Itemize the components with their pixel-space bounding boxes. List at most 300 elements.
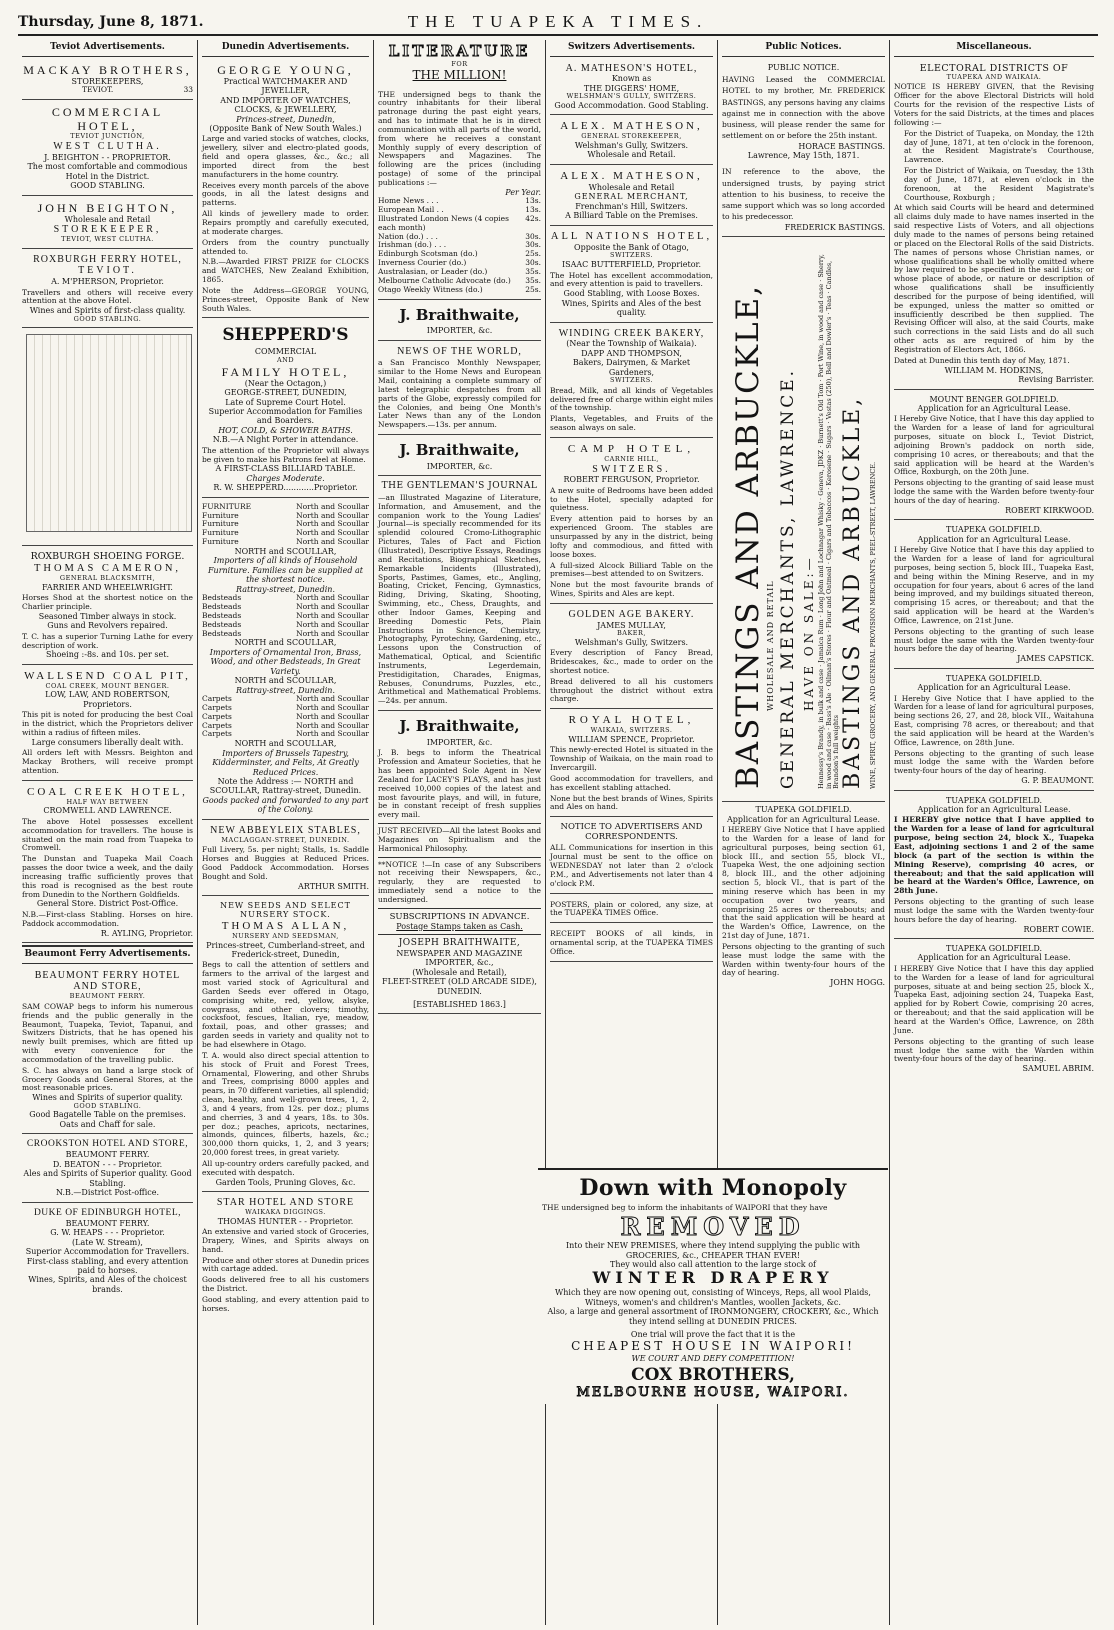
ad-duke-of-edinburgh-hotel: [22, 1205, 193, 1299]
list-item: Carpets North and Scoullar: [202, 720, 369, 730]
list-item: FURNITURE North and Scoullar: [202, 501, 369, 511]
ad-title: ROXBURGH FERRY HOTEL,: [33, 253, 182, 265]
ad-winding-creek-bakery: [550, 325, 713, 438]
ad-extra: Good Stabling, with Loose Boxes.: [563, 289, 700, 299]
ad-sub: Wholesale and Retail: [588, 182, 675, 192]
column-miscellaneous: [890, 40, 1098, 1625]
notice-signature: ROBERT KIRKWOOD.: [1005, 505, 1094, 515]
ad-sub: BEAUMONT FERRY.: [69, 992, 146, 1001]
ad-place: THE DIGGERS' HOME,: [583, 83, 680, 93]
bastings-arbuckle-ad: [722, 241, 885, 802]
list-item: Bedsteads North and Scoullar: [202, 602, 369, 612]
ad-place: GENERAL BLACKSMITH,: [59, 574, 156, 582]
ad-place: SWITZERS.: [592, 463, 671, 475]
notice-text: Persons objecting to the granting of such lease must lodge the same with the Warden within twenty-four hours of the day of hearing.: [894, 1036, 1094, 1064]
ad-text: Superior Accommodation for Travellers.: [25, 1247, 190, 1257]
ad-title: J. Braithwaite,: [399, 305, 520, 324]
ad-proprietor: Welshman's Gully, Switzers.: [574, 637, 689, 647]
ad-note: Goods packed and forwarded to any part of the Colony.: [202, 795, 369, 815]
ad-extra: Wines and Spirits of first-class quality.: [29, 306, 186, 316]
ad-title: JOHN BEIGHTON,: [37, 200, 178, 215]
ad-proprietor: A. M'PHERSON, Proprietor.: [51, 277, 164, 287]
ad-note: Note the Address :— NORTH and SCOULLAR, Rattray-street, Dunedin.: [209, 777, 362, 796]
ad-text: A new suite of Bedrooms have been added to the Hotel, specially adapted for quietness.: [550, 485, 713, 513]
ad-text: This pit is noted for producing the best Coal in the district, which the Proprietors deliver within a radius of fifteen miles.: [22, 710, 193, 737]
notice-sub: Application for an Agricultural Lease.: [917, 403, 1071, 413]
ad-proprietor: FARRIER AND WHEELWRIGHT.: [42, 582, 173, 592]
ad-title: CAMP HOTEL,: [567, 442, 696, 455]
notice-text: I Hereby Give Notice, that I have this day applied to the Warden for a lease of land for agricultural purposes, situate on block I., Teviot District, adjoining Brown's paddock on north side, comprising 10 acres, or thereabouts; and that the said application will be heard at the Warden's Office, Roxburgh, on the 20th June.: [894, 414, 1094, 477]
ad-text: Also, a large and general assortment of IRONMONGERY, CROCKERY, &c., Which they intend selling at DUNEDIN PRICES.: [547, 1307, 879, 1326]
notice-sub: Application for an Agricultural Lease.: [917, 805, 1071, 815]
notice-text: NOTICE IS HEREBY GIVEN, that the Revising Officer for the above Electoral Districts will hold Courts for the revision of the respective Lists of Voters for the said Districts, at the times and places following :—: [894, 82, 1094, 127]
ad-text: Bread, Milk, and all kinds of Vegetables delivered free of charge within eight miles of the township.: [550, 385, 713, 413]
ad-title: MACKAY BROTHERS,: [23, 62, 192, 77]
ad-place: DAPP AND THOMPSON,: [581, 348, 682, 358]
ad-gentlemans-journal: [378, 478, 541, 711]
ad-text: Importers of all kinds of Household Furniture. Families can be supplied at the shortest notice.: [207, 556, 363, 585]
ad-have-on-sale: HAVE ON SALE:—: [802, 555, 816, 712]
ad-proprietor: TEVIOT, WEST CLUTHA.: [61, 234, 154, 243]
lease-abrim: [894, 941, 1094, 1078]
ad-address: Rattray-street, Dunedin.: [236, 584, 335, 594]
notice-title: ELECTORAL DISTRICTS OF: [919, 62, 1069, 74]
column-literature: [374, 40, 546, 1625]
notice-title: TUAPEKA GOLDFIELD.: [945, 944, 1042, 954]
ad-extra: All orders left with Messrs. Beighton and Mackay Brothers, will receive prompt attention.: [22, 748, 193, 775]
ad-extra: A full-sized Alcock Billiard Table on the premises—best attended to on Switzers.: [550, 560, 713, 579]
ad-matheson-hotel: [550, 60, 713, 116]
ad-receipt-books: [550, 925, 713, 962]
ad-sub: Known as: [611, 74, 652, 84]
ad-text: Into their NEW PREMISES, where they intend supplying the public with GROCERIES, &c., CHEAPER THAN EVER!: [565, 1241, 861, 1260]
ad-title: WALLSEND COAL PIT,: [24, 669, 191, 682]
ad-proprietor: R. AYLING, Proprietor.: [100, 928, 193, 938]
ad-title: NEWS OF THE WORLD,: [397, 345, 522, 357]
ad-george-young: [202, 60, 369, 319]
ad-extra: N.B.—District Post-office.: [55, 1188, 160, 1198]
ad-text: Receives every month parcels of the above goods, in all the latest designs and patterns.: [202, 180, 369, 208]
ad-removed: REMOVED: [620, 1211, 806, 1241]
ad-proprietor: Bakers, Dairymen, & Market Gardeners,: [572, 358, 691, 377]
ad-proprietor: D. BEATON - - - Proprietor.: [52, 1159, 163, 1169]
list-item: Furniture North and Scoullar: [202, 519, 369, 529]
ad-extra: Large consumers liberally dealt with.: [31, 737, 184, 747]
public-notice: [722, 60, 885, 238]
rotated-text-block: [26, 334, 192, 532]
ad-text: POSTERS, plain or colored, any size, at the TUAPEKA TIMES Office.: [550, 899, 713, 918]
ad-text: This newly-erected Hotel is situated in the Township of Waikaia, on the main road to Invercargill.: [550, 745, 713, 773]
ad-name: NORTH and SCOULLAR,: [234, 547, 337, 556]
ad-title: COAL CREEK HOTEL,: [27, 785, 188, 798]
ad-matheson-storekeeper: [550, 117, 713, 165]
ad-news-of-the-world: [378, 343, 541, 436]
notice-text: Persons objecting to the granting of such lease must lodge the same with the Warden twenty-four hours before the day of hearing.: [894, 626, 1094, 654]
ad-title: SHEPPERD'S: [222, 325, 349, 346]
ad-extra: General Store. District Post-Office.: [36, 899, 179, 909]
ad-title: ALL NATIONS HOTEL,: [550, 230, 713, 242]
list-item: Carpets North and Scoullar: [202, 729, 369, 739]
ad-camp-hotel: [550, 440, 713, 604]
ad-text: Begs to call the attention of settlers and farmers to the arrival of the largest and most varied stock of Agricultural and Garden Seeds ever offered in Otago, comprising white, red, yellow, alsyke, cowgrass, and other clovers; timothy, cocksfoot, fescues, Italian, rye, meadow, foxtail, poas, and other grasses; and garden seeds in variety and quality not to be had elsewhere in Otago.: [202, 960, 369, 1049]
ad-address: Princes-street, Dunedin,: [236, 114, 335, 124]
ad-mackay: [22, 60, 193, 100]
ad-extra: GOOD STABLING.: [73, 1101, 142, 1110]
list-item: Otago Weekly Witness (do.) 25s.: [378, 284, 541, 294]
lease-capstick: [894, 522, 1094, 668]
ad-title: DUKE OF EDINBURGH HOTEL,: [33, 1207, 182, 1218]
ad-place: CROMWELL AND LAWRENCE.: [43, 806, 172, 816]
ad-city: DUNEDIN.: [437, 986, 482, 996]
ad-sub: MACLAGGAN-STREET, DUNEDIN.: [221, 835, 350, 844]
ad-text: HOT, COLD, & SHOWER BATHS.: [218, 425, 353, 435]
list-item: Bedsteads North and Scoullar: [202, 619, 369, 629]
list-item: Bedsteads North and Scoullar: [202, 628, 369, 638]
ad-name: THOMAS ALLAN,: [221, 919, 350, 932]
notice-signature: HORACE BASTINGS.: [798, 141, 885, 151]
lease-kirkwood: [894, 392, 1094, 521]
ad-john-beighton: [22, 198, 193, 249]
ad-place: BAKER,: [616, 629, 647, 638]
ad-text: Charges Moderate.: [246, 473, 325, 483]
ad-text: J. B. begs to inform the Theatrical Profession and Amateur Societies, that he has been appointed Sole Agent in New Zealand for LACEY'S PLAYS, and has just received 10,000 copies of the latest and most favourite plays, and will, in future, be in constant receipt of fresh supplies every mail.: [378, 748, 541, 820]
ad-note: Note the Address—GEORGE YOUNG, Princes-street, Opposite Bank of New South Wales.: [202, 285, 369, 313]
ad-cheapest: CHEAPEST HOUSE IN WAIPORI!: [571, 1339, 855, 1354]
notice-text: HAVING Leased the COMMERCIAL HOTEL to my brother, Mr. FREDERICK BASTINGS, any persons having any claims against me in connection with the above business, will please render the same for settlement on or before the 25th instant.: [722, 75, 885, 141]
notice-sub: Application for an Agricultural Lease.: [917, 683, 1071, 693]
ad-text: All kinds of jewellery made to order. Repairs promptly and carefully executed, at moderate charges.: [202, 209, 369, 236]
ad-text: Orders from the country punctually attended to.: [202, 237, 369, 256]
ad-title: LITERATURE: [388, 42, 531, 60]
notice-text: Persons objecting to the granting of such lease must lodge the same with the Warden within twenty-four hours of the day of hearing.: [722, 941, 885, 978]
ad-proprietor: ARTHUR SMITH.: [298, 881, 369, 891]
ad-notice-to-advertisers: [550, 819, 713, 893]
ad-title: ALEX. MATHESON,: [560, 169, 703, 182]
ad-text: Good Accommodation. Good Stabling.: [554, 100, 709, 110]
ad-sub: IMPORTER, &c.: [426, 737, 493, 747]
ad-sub: COAL CREEK, MOUNT BENGER.: [45, 681, 170, 690]
ad-sub: TEVIOT.: [78, 265, 137, 277]
ad-items-vertical: Hennessy's Brandy, in bulk and case · Jamaica Rum · Long John and Lochnagar Whisky · Geneva, JDKZ · Burnett's Old Tom · Port Wine, in wood and case · Sherry, in wood and case · Bass's Ale · Oilman's Stores · Flour and Oatmeal · Cigars and Tobaccos · Kerosene · Sugars · Vestas (250), Bell and Dowler's · Teas · Candles, Brandon's full weights: [817, 254, 841, 790]
ad-star-hotel: [202, 1194, 369, 1317]
notice-title: TUAPEKA GOLDFIELD.: [945, 673, 1042, 683]
ad-sub-vertical: WINE, SPIRIT, GROCERY, AND GENERAL PROVISION MERCHANTS, PEEL-STREET, LAWRENCE.: [869, 462, 877, 790]
notice-title: MOUNT BENGER GOLDFIELD.: [929, 394, 1059, 404]
ad-literature: [378, 40, 541, 300]
ad-extra: Shoeing :-8s. and 10s. per set.: [45, 650, 169, 660]
ad-text: Every description of Fancy Bread, Bridescakes, &c., made to order on the shortest notice.: [550, 648, 713, 675]
ad-down-with-monopoly: [538, 1168, 888, 1404]
ad-text: An extensive and varied stock of Groceries, Drapery, Wines, and Spirits always on hand.: [202, 1226, 369, 1254]
ad-subscriptions: SUBSCRIPTIONS IN ADVANCE.: [389, 911, 530, 922]
ad-million: THE MILLION!: [412, 68, 507, 83]
ad-text: A Billiard Table on the Premises.: [565, 211, 698, 221]
notice-title: TUAPEKA GOLDFIELD.: [945, 795, 1042, 805]
ad-title-vertical: BASTINGS AND ARBUCKLE,: [840, 395, 865, 790]
ad-proprietor: WELSHMAN'S GULLY, SWITZERS.: [566, 92, 697, 101]
ad-text: Importers of Brussels Tapestry, Kidderminster, and Felts, At Greatly Reduced Prices.: [212, 748, 359, 777]
ad-text: N.B.—A Night Porter in attendance.: [212, 435, 359, 445]
ad-text: —an Illustrated Magazine of Literature, Information, and Amusement, and the companion work to the Young Ladies' Journal—is specially recommended for its splendid coloured Cromo-Lithographic Pictures, Tales of Fact and Fiction (Illustrated), Descriptive Essays, Readings and Recitations, Biographical Sketches, Remarkable Incidents (Illustrated), Sports, Pastimes, Games, etc., Angling, Boating, Cricket, Fencing, Gymnastics, Riding, Driving, Skating, Shooting, Swimming, etc., Chess, Draughts, and other Indoor Games, Keeping and Breeding Domestic Pets, Plain Instructions in Science, Chemistry, Photography, Pyrotechny, Gardening, etc., Lessons upon the Construction of Mathematical, Optical, and Scientific Instruments, Legerdemain, Prestidigitation, Charades, Enigmas, Rebuses, Conundrums, Puzzles, etc., Arithmetical and Mathematical Problems.—24s. per annum.: [378, 492, 541, 706]
ad-place: LOW, LAW, AND ROBERTSON,: [45, 690, 170, 700]
ad-text: N.B.—Awarded FIRST PRIZE for CLOCKS and WATCHES, New Zealand Exhibition, 1865.: [202, 257, 369, 285]
ad-title: CROOKSTON HOTEL AND STORE,: [26, 1139, 189, 1150]
ad-extra: SWITZERS.: [610, 376, 653, 385]
ad-text: Wholesale and Retail.: [587, 150, 676, 160]
ad-intro: THE undersigned begs to thank the country inhabitants for their liberal patronage during the past eight years, and has to intimate that he is in direct communication with all parts of the world, from where he receives a constant Monthly supply of every description of Newspapers and Magazines. The following are the prices (including postage) of some of the principal publications :—: [378, 89, 541, 187]
price-header: Per Year.: [505, 187, 541, 197]
ad-name: NORTH and SCOULLAR,: [234, 638, 337, 648]
ad-royal-hotel: [550, 711, 713, 817]
column-teviot: [18, 40, 198, 1625]
ad-address: (Near the Octagon,): [244, 378, 327, 388]
ad-roxburgh-ferry-hotel: [22, 251, 193, 329]
ad-text: Which they are now opening out, consisting of Winceys, Reps, all wool Plaids, Witneys, women's and children's Mantles, woollen Jackets, &c.: [555, 1288, 871, 1307]
notice-signature: FREDERICK BASTINGS.: [784, 222, 885, 232]
ad-melbourne-house: MELBOURNE HOUSE, WAIPORI.: [576, 1385, 850, 1401]
ad-sub: WAIKAIA, SWITZERS.: [590, 726, 673, 735]
ad-braithwaite-3: [378, 713, 541, 1014]
ad-sub: GENERAL STOREKEEPER,: [581, 132, 682, 141]
ad-extra: None but the most favourite brands of Wines, Spirits and Ales are kept.: [550, 580, 713, 599]
notice-date: Lawrence, May 15th, 1871.: [747, 150, 860, 160]
ad-text: Travellers and others will receive every attention at the above Hotel.: [22, 287, 193, 306]
ad-extra: Guns and Revolvers repaired.: [47, 621, 168, 631]
ad-all-nations-hotel: [550, 228, 713, 323]
ad-place: GENERAL MERCHANT,: [574, 192, 689, 202]
column-header: Public Notices.: [722, 40, 885, 57]
ad-proprietor: Proprietors.: [83, 699, 132, 709]
ad-address: Princes-street, Cumberland-street, and Frederick-street, Dunedin,: [206, 940, 365, 959]
ad-text: ALL Communications for insertion in this Journal must be sent to the office on WEDNESDAY not later than 2 o'clock P.M., and Advertisements not later than 4 o'clock P.M.: [550, 843, 713, 888]
ad-extra: None but the best brands of Wines, Spirits and Ales on hand.: [550, 793, 713, 812]
ad-title: ROXBURGH SHOEING FORGE.: [30, 551, 185, 563]
ad-sub: Practical WATCHMAKER AND JEWELLER,: [223, 76, 348, 96]
list-item: Irishman (do.) . . . 30s.: [378, 240, 541, 250]
ad-extra: T. C. has a superior Turning Lathe for every description of work.: [22, 631, 193, 650]
ad-place: Welshman's Gully, Switzers.: [574, 141, 689, 150]
notice-signature: JOHN HOGG.: [830, 978, 885, 988]
notice-signature: ROBERT COWIE.: [1023, 924, 1094, 934]
price-list: [378, 197, 541, 294]
issue-date: Thursday, June 8, 1871.: [18, 14, 204, 30]
ad-text: The above Hotel possesses excellent accommodation for travellers. The house is situated on the main road from Tuapeka to Cromwell.: [22, 816, 193, 853]
ad-title: BEAUMONT FERRY HOTEL AND STORE,: [34, 969, 181, 993]
ad-text: JUST RECEIVED—All the latest Books and Magazines on Spiritualism and the Harmonical Philosophy.: [378, 826, 541, 853]
column-header: Switzers Advertisements.: [550, 40, 713, 57]
masthead: [18, 8, 1098, 36]
list-item: Inverness Courier (do.) 30s.: [378, 258, 541, 268]
ad-text: The Hotel has excellent accommodation, and every attention is paid to travellers.: [550, 270, 713, 289]
ad-title: THE GENTLEMAN'S JOURNAL: [381, 481, 538, 492]
ad-text: Ales and Spirits of Superior quality. Good Stabling.: [23, 1169, 192, 1188]
ad-commercial-hotel: [22, 102, 193, 196]
ad-intro: THE undersigned beg to inform the inhabitants of WAIPORI that they have: [542, 1202, 828, 1212]
ad-text: Large and varied stocks of watches, clocks, jewellery, silver and electro-plated goods, field and opera glasses, &c., &c.; all imported direct from the best manufacturers in the home country.: [202, 134, 369, 179]
notice-text: I HEREBY Give Notice that I have this day applied to the Warden for a lease of land for agricultural purposes, situate at and being section 25, block X., Tuapeka East, adjoining section 24, Tuapeka East, applied for by Robert Cowie, comprising 20 acres, or thereabout; and that the said application will be heard at the Warden's Office, Lawrence, on 28th June.: [894, 963, 1094, 1035]
ad-sub: FAMILY HOTEL,: [221, 364, 350, 379]
ad-extra: Plants, Vegetables, and Fruits of the season always on sale.: [550, 414, 713, 433]
ad-court: WE COURT AND DEFY COMPETITION!: [631, 1353, 795, 1363]
ad-sub: BEAUMONT FERRY.: [65, 1150, 150, 1160]
notice-text: Persons objecting to the granting of said lease must lodge the same with the Warden before twenty-four hours of the day of hearing.: [894, 478, 1094, 505]
column-header: Miscellaneous.: [894, 40, 1094, 57]
ad-text: **NOTICE !—In case of any Subscribers not receiving their Newspapers, &c., regularly, they are requested to immediately send a notice to the undersigned.: [378, 859, 541, 904]
ad-sub: Wholesale and Retail: [64, 214, 151, 224]
ad-place: WEST CLUTHA.: [53, 141, 162, 153]
notice-text: Persons objecting to the granting of such lease must lodge the same with the Warden before twenty-four hours of the day of hearing.: [894, 748, 1094, 776]
ad-sub: HALF WAY BETWEEN: [66, 797, 149, 806]
ad-title: Down with Monopoly: [579, 1175, 847, 1201]
ad-text: The attention of the Proprietor will always be given to make his Patrons feel at Home.: [202, 445, 369, 464]
ad-sub: COMMERCIAL: [254, 347, 317, 357]
ad-extra: Every attention paid to horses by an experienced Groom. The stables are unsurpassed by any in the district, being lofty and commodious, and fitted with loose boxes.: [550, 514, 713, 559]
ad-sub: JAMES MULLAY,: [597, 620, 666, 630]
ad-proprietor: ROBERT FERGUSON, Proprietor.: [563, 475, 700, 485]
column-header: Teviot Advertisements.: [22, 40, 193, 57]
ad-roxburgh-shoeing-forge: [22, 548, 193, 664]
ad-shepperds-hotel: [202, 320, 369, 497]
notice-text: Persons objecting to the granting of such lease must lodge the same with the Warden twenty-four hours before the day of hearing.: [894, 897, 1094, 924]
list-item: Australasian, or Leader (do.) 35s.: [378, 266, 541, 276]
ad-place: SWITZERS.: [610, 251, 653, 260]
ad-fitzgerald-rotated: [22, 330, 193, 546]
ad-proprietor: J. BEIGHTON - - PROPRIETOR.: [44, 152, 171, 162]
ad-title-vertical: BASTINGS AND ARBUCKLE,: [730, 283, 766, 790]
notice-title: TUAPEKA GOLDFIELD.: [755, 805, 852, 815]
ad-extra: (Late W. Stream),: [72, 1237, 143, 1247]
notice-role: Revising Barrister.: [1018, 375, 1094, 385]
ad-extra: First-class stabling, and every attention paid to horses.: [26, 1256, 189, 1276]
notice-text: IN reference to the above, the undersigned trusts, by paying strict attention to his business, to receive the same support which was so long accorded to his predecessor.: [722, 167, 885, 222]
ad-text: Goods delivered free to all his customers the District.: [202, 1275, 369, 1294]
notice-title: TUAPEKA GOLDFIELD.: [945, 525, 1042, 535]
notice-text: At which said Courts will be heard and determined all claims duly made to have names inserted in the said respective Lists of Voters, and all objections duly made to the names of persons being retained or placed on the Electoral Rolls of the said Districts. The names of persons whose Christian names, or whose qualifications shall be wholly omitted where by law required to be specified in the said Lists; or whose place of abode, or nature or description of whose qualifications shall be insufficiently described for the purpose of being identified, will be expunged, unless the matter so omitted or insufficiently described be then supplied. The Revising Officer will also, at the said Courts, make such corrections in the said Lists and do all such other acts as are required of him by the Registration of Electors Act, 1866.: [894, 203, 1094, 354]
ad-role: NEWSPAPER AND MAGAZINE IMPORTER, &c.,: [396, 948, 523, 968]
ad-established: [ESTABLISHED 1863.]: [413, 1000, 506, 1010]
ad-address: FLEET-STREET (OLD ARCADE SIDE),: [382, 977, 537, 987]
ad-beaumont-ferry-hotel: [22, 967, 193, 1135]
ad-title: STAR HOTEL AND STORE: [216, 1197, 355, 1209]
ad-golden-age-bakery: [550, 606, 713, 709]
list-item: Bedsteads North and Scoullar: [202, 610, 369, 620]
list-item: Nation (do.) . . . 30s.: [378, 231, 541, 241]
notice-text: I Hereby Give Notice that I have applied to the Warden for a lease of land for agricultural purposes, being sections 26, 27, and 28, block VII., Waitahuna East, comprising 78 acres, or thereabout; and that the said application will be heard at the Warden's Office, Lawrence, on 28th June.: [894, 693, 1094, 747]
notice-date: Dated at Dunedin this tenth day of May, 1871.: [894, 355, 1070, 365]
ad-title: J. Braithwaite,: [399, 441, 520, 460]
ad-name: JOSEPH BRAITHWAITE,: [398, 938, 521, 949]
notice-signature: G. P. BEAUMONT.: [1021, 776, 1094, 786]
ad-text: Importers of Ornamental Iron, Brass, Wood, and other Bedsteads, In Great Variety.: [209, 647, 362, 676]
ad-extra: Good Bagatelle Table on the premises. Oats and Chaff for sale.: [29, 1110, 186, 1129]
ad-matheson-merchant: [550, 167, 713, 226]
ad-sub: (Near the Township of Waikaia).: [566, 339, 697, 349]
ad-title: COMMERCIAL HOTEL,: [51, 105, 164, 134]
ad-sub: TEVIOT JUNCTION,: [70, 132, 145, 141]
notice-sub: Application for an Agricultural Lease.: [917, 534, 1071, 544]
list-item: Carpets North and Scoullar: [202, 711, 369, 721]
notice-sub: TUAPEKA AND WAIKAIA.: [946, 72, 1042, 81]
ad-text: Full Livery, 5s. per night; Stalls, 1s. Saddle Horses and Buggies at Reduced Prices. Good Paddock Accommodation. Horses Bought and Sold.: [202, 845, 369, 881]
ad-address: (Opposite Bank of New South Wales.): [209, 123, 362, 133]
ad-title: NEW ABBEYLEIX STABLES,: [210, 824, 361, 836]
ad-text: A FIRST-CLASS BILLIARD TABLE.: [215, 464, 356, 474]
ad-posters: [550, 896, 713, 924]
notice-title: PUBLIC NOTICE.: [767, 62, 840, 72]
column-dunedin: [198, 40, 374, 1625]
ad-sub: CARNIE HILL,: [604, 454, 659, 463]
ad-extra: GOOD STABLING.: [73, 314, 142, 323]
ad-proprietor: ISAAC BUTTERFIELD, Proprietor.: [561, 260, 702, 270]
ad-stamps: Postage Stamps taken as Cash.: [396, 921, 523, 931]
ad-name: NORTH and SCOULLAR,: [234, 739, 337, 749]
notice-signature: SAMUEL ABRIM.: [1022, 1064, 1094, 1074]
list-item: Carpets North and Scoullar: [202, 694, 369, 704]
notice-text: I HEREBY Give Notice that I have applied to the Warden for a lease of land for agricultural purposes, being section 61, block III., and section 55, block VI., Tuapeka West, the one adjoining section 8, block III., and the other adjoining section 5, block VI., that is part of the mining reserve which has been in my occupation over two years, and comprising 25 acres or thereabouts; and that the said application will be heard at the Warden's Office, Lawrence, on the 21st day of June, 1871.: [722, 824, 885, 941]
ad-sub: STOREKEEPERS,: [71, 76, 144, 86]
newspaper-title: THE TUAPEKA TIMES.: [407, 12, 709, 31]
ad-sub: BEAUMONT FERRY.: [65, 1218, 150, 1228]
ad-place: STOREKEEPER,: [53, 224, 162, 236]
ad-proprietor: WILLIAM SPENCE, Proprietor.: [568, 734, 695, 744]
ad-extra: The Dunstan and Tuapeka Mail Coach passes the door twice a week, and the daily increasing traffic sufficiently proves that this road is recognised as the best route from Dunedin to the Northern Goldfields.: [22, 854, 193, 899]
ad-title: NEW SEEDS AND SELECT NURSERY STOCK.: [220, 901, 351, 920]
notice-sub: Application for an Agricultural Lease.: [917, 953, 1071, 963]
ad-address: GEORGE-STREET, DUNEDIN,: [224, 388, 347, 398]
ad-extra: Wines, Spirits and Ales of the best quality.: [561, 298, 702, 318]
notice-signature: WILLIAM M. HODKINS,: [944, 365, 1044, 375]
ad-text: All up-country orders carefully packed, and executed with despatch.: [202, 1158, 369, 1177]
list-item: Bedsteads North and Scoullar: [202, 593, 369, 603]
ad-text: Garden Tools, Pruning Gloves, &c.: [215, 1177, 356, 1187]
ad-place: TEVIOT.: [82, 85, 114, 95]
ad-address: Rattray-street, Dunedin.: [236, 685, 335, 695]
ad-extra: Bread delivered to all his customers throughout the district without extra charge.: [550, 676, 713, 704]
ad-for: FOR: [451, 59, 468, 68]
list-item: Illustrated London News (4 copies each month) 42s.: [378, 213, 541, 232]
ad-extra: Wines and Spirits of superior quality.: [32, 1093, 183, 1103]
ad-text: Produce and other stores at Dunedin prices with cartage added.: [202, 1255, 369, 1274]
list-item: Edinburgh Scotsman (do.) 25s.: [378, 249, 541, 259]
ad-sub: AND IMPORTER OF WATCHES, CLOCKS, & JEWELLERY,: [220, 95, 351, 115]
notice-text: For the District of Waikaia, on Tuesday, the 13th day of June, 1871, at eleven o'clock in the forenoon, at the Resident Magistrate's Courthouse, Roxburgh ;: [904, 166, 1094, 202]
ad-text: Superior Accommodation for Families and Boarders.: [208, 407, 363, 426]
notice-text: For the District of Tuapeka, on Monday, the 12th day of June, 1871, at ten o'clock in the forenoon, at the Resident Magistrate's Courthouse, Lawrence.: [904, 128, 1094, 165]
ad-text: The most comfortable and commodious Hotel in the District.: [27, 162, 188, 181]
ad-extra: S. C. has always on hand a large stock of Grocery Goods and General Stores, at the most reasonable prices.: [22, 1065, 193, 1093]
ad-title: ROYAL HOTEL,: [568, 714, 695, 727]
ad-address: Late of Supreme Court Hotel.: [225, 397, 346, 407]
ad-text: One trial will prove the fact that it is the: [630, 1330, 796, 1340]
list-item: European Mail . . 13s.: [378, 205, 541, 215]
ad-extra: Wines, Spirits, and Ales of the choicest brands.: [28, 1275, 187, 1294]
ad-title: WINDING CREEK BAKERY,: [558, 327, 705, 339]
ad-sub: WAIKAKA DIGGINGS.: [245, 1207, 326, 1216]
ad-new-abbeyleix-stables: [202, 822, 369, 896]
ad-proprietor: THOMAS HUNTER - - Proprietor.: [217, 1216, 354, 1226]
ad-proprietor: R. W. SHEPPERD............Proprietor.: [213, 483, 358, 493]
ad-sub: NURSERY AND SEEDSMAN,: [232, 931, 339, 940]
list-item: Home News . . . 13s.: [378, 196, 541, 206]
ad-north-scoullar: [202, 500, 369, 820]
list-item: Carpets North and Scoullar: [202, 702, 369, 712]
ad-crookston-hotel: [22, 1136, 193, 1202]
ad-extra: N.B.—First-class Stabling. Horses on hire. Paddock accommodation.: [22, 909, 193, 928]
ad-text: Good stabling, and every attention paid to horses.: [202, 1294, 369, 1313]
ad-extra: GOOD STABLING.: [70, 181, 145, 191]
ad-title: NOTICE TO ADVERTISERS AND CORRESPONDENTS.: [560, 822, 703, 843]
ad-winter-drapery: WINTER DRAPERY: [592, 1268, 834, 1288]
